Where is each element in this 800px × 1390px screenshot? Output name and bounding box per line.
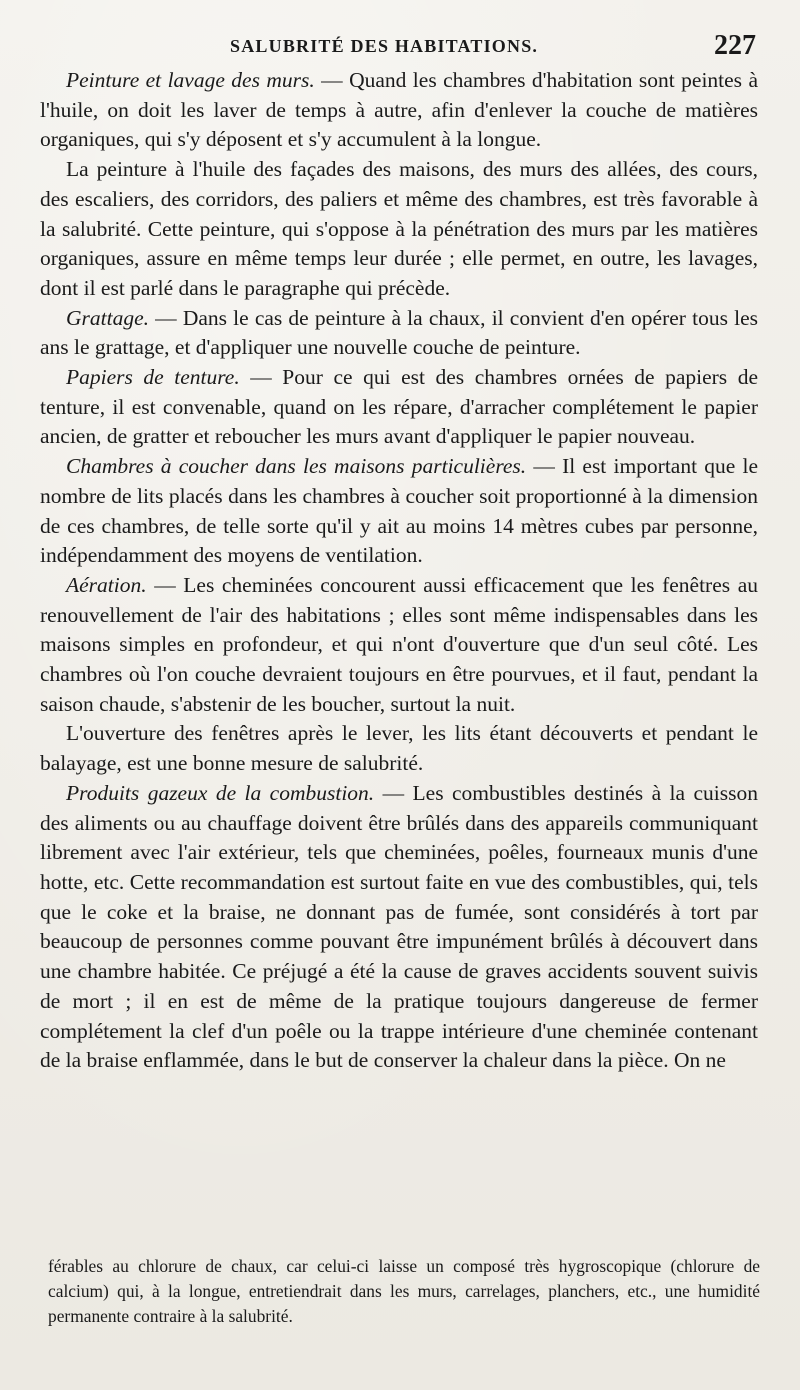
running-head: SALUBRITÉ DES HABITATIONS. bbox=[230, 36, 539, 56]
section-heading: Papiers de tenture. bbox=[66, 365, 240, 390]
section-heading: Peinture et lavage des murs. bbox=[66, 68, 315, 92]
paragraph-text: — Pour ce qui est des chambres ornées de papiers de tenture, il est convenable, quand on les répare, d'arracher complétement le papier ancien, de gratter et reboucher les murs avant d'appliquer le papier nouveau. bbox=[40, 365, 758, 449]
page-number: 227 bbox=[714, 30, 756, 61]
section-heading: Chambres à coucher dans les maisons particulières. bbox=[66, 454, 527, 479]
footnote bbox=[48, 1254, 760, 1329]
paragraph-text: — Les cheminées concourent aussi efficacement que les fenêtres au renouvellement de l'air des habitations ; elles sont même indispensables dans les maisons simples en profondeur, et qui n'ont d'ouverture que d'un seul côté. Les chambres où l'on couche devraient toujours en être pourvues, et il faut, pendant la saison chaude, s'abstenir de les boucher, surtout la nuit. bbox=[40, 572, 758, 716]
paragraph bbox=[40, 363, 758, 452]
paragraph-text: — Les combustibles destinés à la cuisson des aliments ou au chauffage doivent être brûlés dans des appareils communiquant librement avec l'air extérieur, tels que cheminées, poêles, fourneaux munis d'une hotte, etc. Cette recommandation est surtout faite en vue des combustibles, qui, tels que le coke et la braise, ne donnant pas de fumée, sont considérés à tort par beaucoup de personnes comme pouvant être impunément brûlés à découvert dans une chambre habitée. Ce préjugé a été la cause de graves accidents souvent suivis de mort ; il en est de même de la pratique toujours dangereuse de fermer complétement la clef d'un poêle ou la trappe intérieure d'une cheminée contenant de la braise enflammée, dans le but de conserver la chaleur dans la pièce. On ne bbox=[40, 780, 758, 1073]
paragraph-text: — Quand les chambres d'habitation sont peintes à l'huile, on doit les laver de temps à autre, afin d'enlever la couche de matières organiques, qui s'y déposent et s'y accumulent à la longue. bbox=[40, 68, 758, 152]
paragraph bbox=[40, 719, 758, 778]
section-heading: Grattage. bbox=[66, 305, 150, 330]
paragraph-text: — Il est important que le nombre de lits placés dans les chambres à coucher soit proportionné à la dimension de ces chambres, de telle sorte qu'il y ait au moins 14 mètres cubes par personne, indépendamment des moyens de ventilation. bbox=[40, 454, 759, 568]
paragraph bbox=[40, 155, 758, 304]
paragraph-text: La peinture à l'huile des façades des maisons, des murs des allées, des cours, des escaliers, des corridors, des paliers et même des chambres, est très favorable à la salubrité. Cette peinture, qui s'oppose à la pénétration des murs par les matières organiques, assure en même temps leur durée ; elle permet, en outre, les lavages, dont il est parlé dans le paragraphe qui précède. bbox=[40, 157, 758, 300]
footnote-text: férables au chlorure de chaux, car celui-ci laisse un composé très hygroscopique (chlorure de calcium) qui, à la longue, entretiendrait dans les murs, carrelages, planchers, etc., une humidité permanente contraire à la salubrité. bbox=[48, 1256, 760, 1326]
page-header bbox=[40, 30, 756, 64]
paragraph bbox=[40, 66, 758, 155]
paragraph-text: L'ouverture des fenêtres après le lever, les lits étant découverts et pendant le balayage, est une bonne mesure de salubrité. bbox=[40, 721, 758, 776]
paragraph bbox=[40, 452, 758, 571]
paragraph bbox=[40, 571, 758, 720]
paragraph bbox=[40, 779, 758, 1076]
paragraph bbox=[40, 304, 758, 363]
main-text bbox=[40, 66, 758, 1076]
section-heading: Aération. bbox=[66, 572, 147, 597]
section-heading: Produits gazeux de la combustion. bbox=[66, 780, 375, 805]
paragraph-text: — Dans le cas de peinture à la chaux, il convient d'en opérer tous les ans le grattage, et d'appliquer une nouvelle couche de peinture. bbox=[40, 305, 758, 360]
